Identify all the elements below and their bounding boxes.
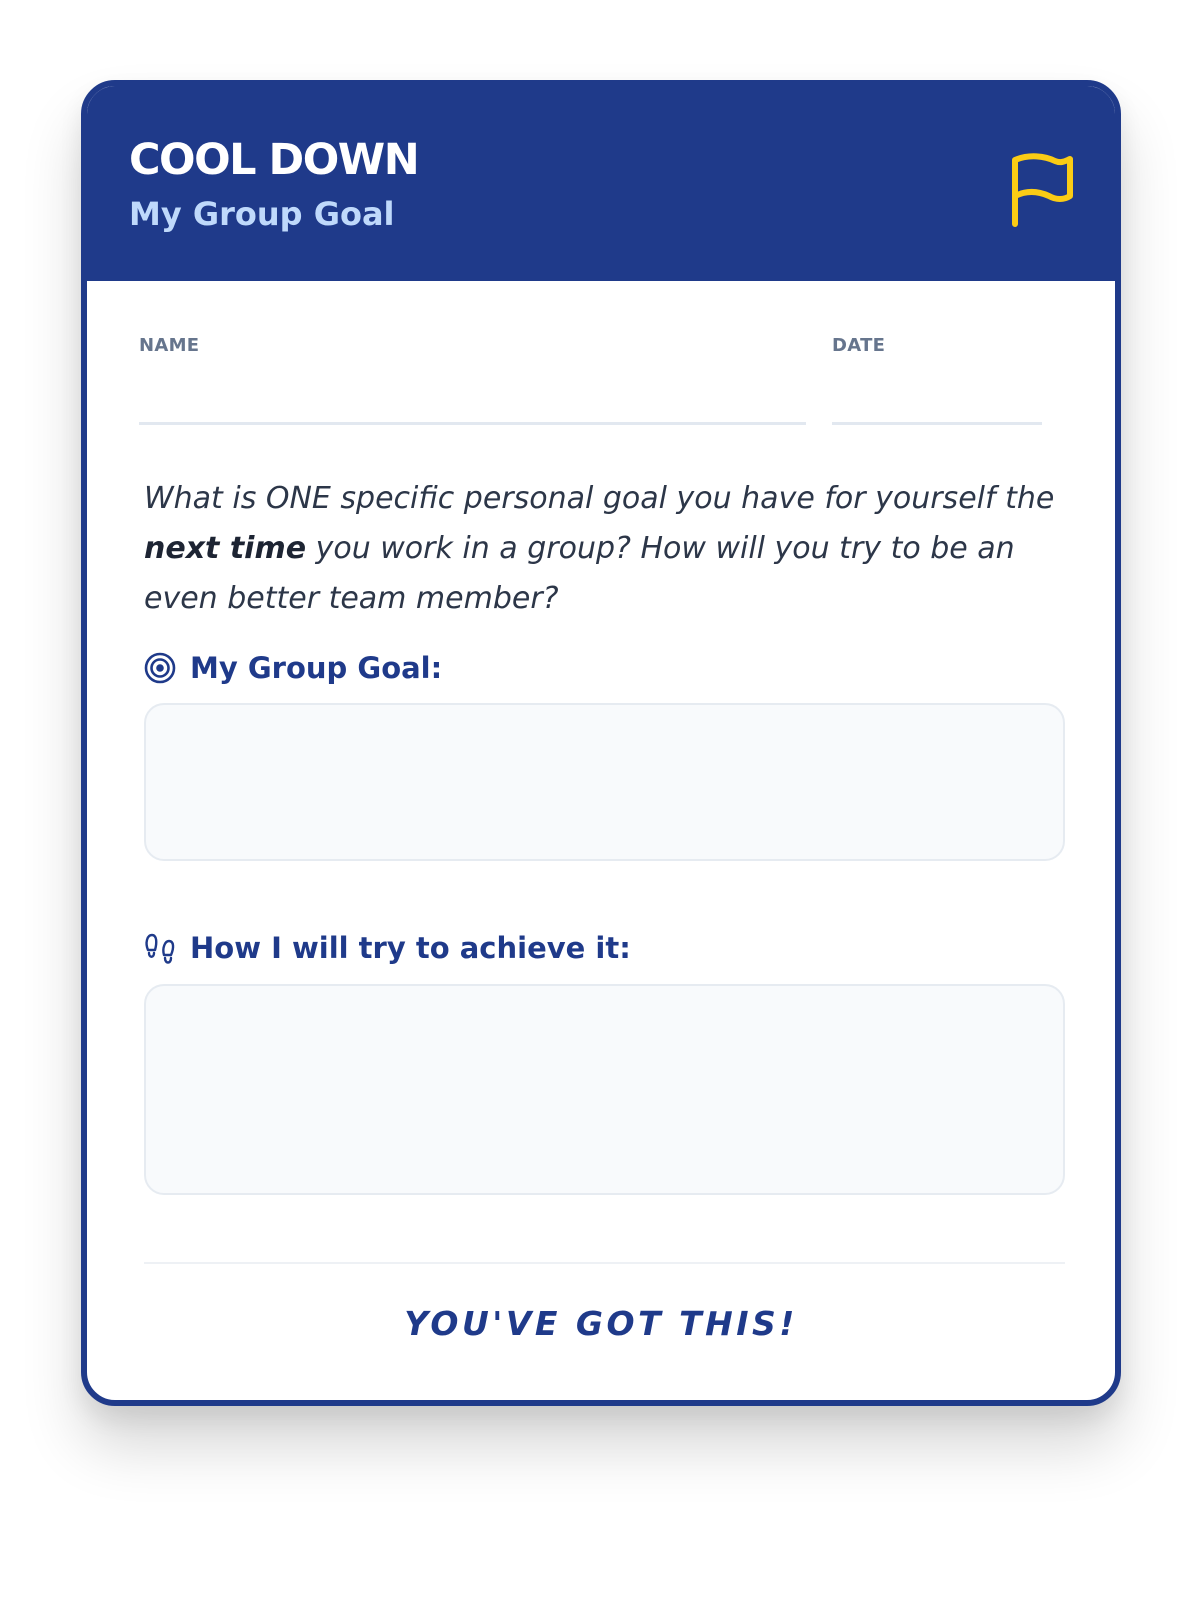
- achieve-section-header: [144, 928, 631, 968]
- card-subtitle: My Group Goal: [129, 195, 395, 233]
- prompt-text-part1: What is ONE specific personal goal you have for yourself the: [144, 481, 1055, 516]
- encouragement-text: YOU'VE GOT THIS!: [404, 1304, 798, 1343]
- date-field[interactable]: [832, 422, 1042, 425]
- goal-section-header: [144, 648, 442, 688]
- goal-input[interactable]: [144, 703, 1065, 861]
- prompt-text-part2: you work in a group? How will you try to be an even better team member?: [144, 531, 1015, 616]
- prompt-emphasis: next time: [144, 531, 307, 566]
- achieve-section-label: How I will try to achieve it:: [190, 931, 631, 965]
- footprints-icon: [144, 930, 176, 966]
- goal-section-label: My Group Goal:: [190, 651, 443, 685]
- achieve-input[interactable]: [144, 984, 1065, 1195]
- footer-divider: [144, 1262, 1065, 1264]
- name-label: NAME: [139, 335, 200, 356]
- target-icon: [144, 650, 176, 686]
- flag-icon: [1009, 152, 1075, 228]
- prompt-question: [144, 474, 1064, 624]
- card-header: [87, 86, 1115, 281]
- name-field[interactable]: [139, 422, 806, 425]
- date-label: DATE: [832, 335, 886, 356]
- card-title: COOL DOWN: [129, 135, 419, 185]
- goal-card: [81, 80, 1121, 1406]
